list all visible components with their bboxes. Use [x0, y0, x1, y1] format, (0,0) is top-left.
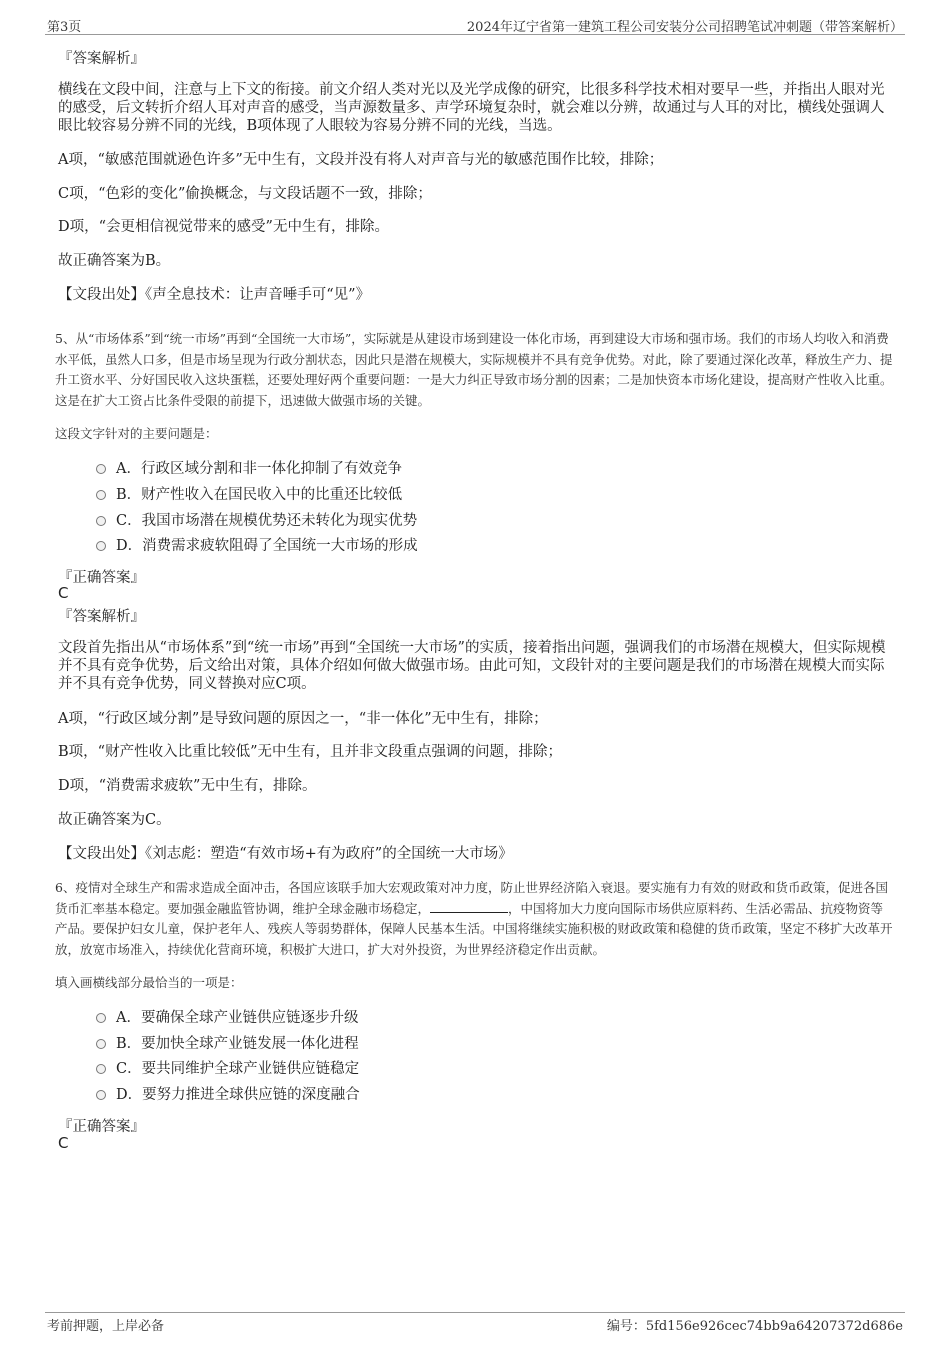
q5-option-b[interactable]: B．财产性收入在国民收入中的比重还比较低 [96, 485, 402, 505]
q4-source: 【文段出处】《声全息技术：让声音唾手可“见”》 [58, 287, 371, 303]
q6-question: 填入画横线部分最恰当的一项是： [55, 975, 243, 990]
q4-option-a-note: A项，“敏感范围就逊色许多”无中生有，文段并没有将人对声音与光的敏感范围作比较，排除； [58, 152, 664, 168]
document-id: 编号：5fd156e926cec74bb9a64207372d686e [606, 1319, 903, 1334]
radio-icon[interactable] [96, 1039, 106, 1049]
q6-stem: 6、疫情对全球生产和需求造成全面冲击，各国应该联手加大宏观政策对冲力度，防止世界经济陷入衰退。要实施有力有效的财政和货币政策，促进各国货币汇率基本稳定。要加强金融监管协调，维护全球金融市场稳定， ，中国将加大力度向国际市场供应原料药、生活必需品、抗疫物资等产品。要保护妇女儿童，保护老年人、残疾人等弱势群体，保障人民基本生活。中国将继续实施积极的财政政策和稳健的货币政策，坚定不移扩大改革开放，放宽市场准入，持续优化营商环境，积极扩大进口，扩大对外投资，为世界经济稳定作出贡献。 [55, 880, 893, 957]
q6-option-c[interactable]: C．要共同维护全球产业链供应链稳定 [96, 1059, 359, 1079]
radio-icon[interactable] [96, 1013, 106, 1023]
q5-source: 【文段出处】《刘志彪：塑造“有效市场+有为政府”的全国统一大市场》 [58, 846, 513, 862]
page-number: 第3页 [47, 20, 82, 35]
q4-option-d-note: D项，“会更相信视觉带来的感受”无中生有，排除。 [58, 219, 389, 235]
q5-option-b-note: B项，“财产性收入比重比较低”无中生有，且并非文段重点强调的问题，排除； [58, 744, 562, 760]
page-footer [45, 1312, 905, 1335]
radio-icon[interactable] [96, 516, 106, 526]
q5-option-d[interactable]: D．消费需求疲软阻碍了全国统一大市场的形成 [96, 536, 418, 556]
radio-icon[interactable] [96, 464, 106, 474]
q6-option-b[interactable]: B．要加快全球产业链发展一体化进程 [96, 1034, 359, 1054]
q6-option-a[interactable]: A．要确保全球产业链供应链逐步升级 [96, 1008, 358, 1028]
radio-icon[interactable] [96, 1090, 106, 1100]
q5-option-a-note: A项，“行政区域分割”是导致问题的原因之一，“非一体化”无中生有，排除； [58, 711, 548, 727]
q4-analysis-label: 『答案解析』 [58, 51, 145, 67]
radio-icon[interactable] [96, 490, 106, 500]
q5-option-c[interactable]: C．我国市场潜在规模优势还未转化为现实优势 [96, 511, 417, 531]
page-header [45, 14, 905, 35]
radio-icon[interactable] [96, 1064, 106, 1074]
radio-icon[interactable] [96, 541, 106, 551]
q6-answer: C [58, 1134, 69, 1152]
q5-option-d-note: D项，“消费需求疲软”无中生有，排除。 [58, 778, 317, 794]
q5-analysis: 文段首先指出从“市场体系”到“统一市场”再到“全国统一大市场”的实质，接着指出问题，强调我们的市场潜在规模大，但实际规模并不具有竞争优势，后文给出对策，具体介绍如何做大做强市场。由此可知，文段针对的主要问题是我们的市场潜在规模大而实际并不具有竞争优势，同义替换对应C项。 [58, 640, 886, 692]
q5-question: 这段文字针对的主要问题是： [55, 426, 218, 441]
q5-option-a[interactable]: A．行政区域分割和非一体化抑制了有效竞争 [96, 459, 402, 479]
document-title: 2024年辽宁省第一建筑工程公司安装分公司招聘笔试冲刺题（带答案解析） [466, 20, 903, 35]
q5-analysis-label: 『答案解析』 [58, 609, 145, 625]
q5-conclusion: 故正确答案为C。 [58, 812, 171, 828]
q5-answer-label: 『正确答案』 [58, 570, 145, 586]
q5-answer: C [58, 584, 69, 602]
q6-answer-label: 『正确答案』 [58, 1119, 145, 1135]
q6-option-d[interactable]: D．要努力推进全球供应链的深度融合 [96, 1085, 360, 1105]
q4-conclusion: 故正确答案为B。 [58, 253, 171, 269]
q5-stem: 5、从“市场体系”到“统一市场”再到“全国统一大市场”，实际就是从建设市场到建设一体化市场，再到建设大市场和强市场。我们的市场人均收入和消费水平低，虽然人口多，但是市场呈现为行政分割状态，因此只是潜在规模大，实际规模并不具有竞争优势。对此，除了要通过深化改革，释放生产力、提升工资水平、分好国民收入这块蛋糕，还要处理好两个重要问题：一是大力纠正导致市场分割的因素；二是加快资本市场化建设，提高财产性收入比重。这是在扩大工资占比条件受限的前提下，迅速做大做强市场的关键。 [55, 331, 893, 408]
q4-option-c-note: C项，“色彩的变化”偷换概念，与文段话题不一致，排除； [58, 186, 432, 202]
fill-blank-line [430, 900, 508, 913]
footer-slogan: 考前押题，上岸必备 [47, 1319, 165, 1334]
q4-analysis: 横线在文段中间，注意与上下文的衔接。前文介绍人类对光以及光学成像的研究，比很多科学技术相对要早一些，并指出人眼对光的感受，后文转折介绍人耳对声音的感受，当声源数量多、声学环境复杂时，就会难以分辨，故通过与人耳的对比，横线处强调人眼比较容易分辨不同的光线，B项体现了人眼较为容易分辨不同的光线，当选。 [58, 82, 885, 134]
